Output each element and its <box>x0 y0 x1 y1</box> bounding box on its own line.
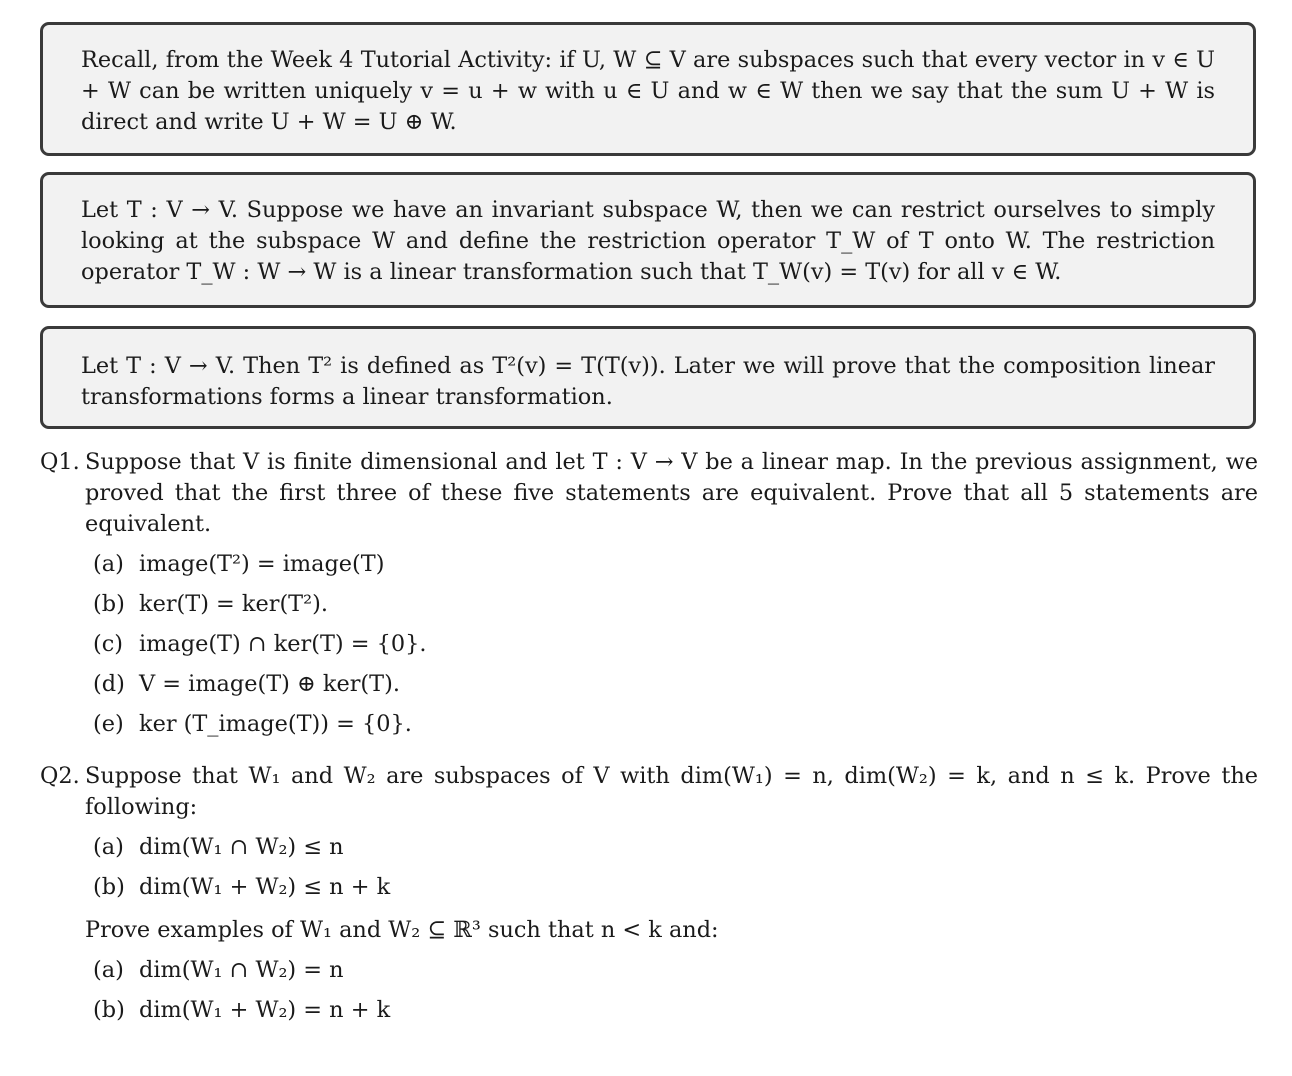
item-text: image(T) ∩ ker(T) = {0}. <box>139 630 427 657</box>
question-number: Q1. <box>40 449 80 475</box>
list-item <box>93 827 1258 867</box>
list-item <box>93 704 1258 744</box>
item-text: ker(T) = ker(T²). <box>139 590 328 617</box>
restriction-operator-box <box>40 172 1256 308</box>
item-text: dim(W₁ ∩ W₂) ≤ n <box>139 833 344 860</box>
list-item <box>93 584 1258 624</box>
item-text: image(T²) = image(T) <box>139 550 385 577</box>
box-text: Recall, from the Week 4 Tutorial Activity: if U, W ⊆ V are subspaces such that every vector in v ∈ U + W can be written uniquely v = u + w with u ∈ U and w ∈ W then we say that the sum U + W is direct and write U + W = U ⊕ W. <box>81 47 1215 135</box>
item-text: dim(W₁ + W₂) = n + k <box>139 996 391 1023</box>
item-label: (c) <box>93 630 124 657</box>
item-label: (b) <box>93 873 125 900</box>
recall-direct-sum-box <box>40 22 1256 156</box>
list-item <box>93 950 1258 990</box>
item-text: dim(W₁ + W₂) ≤ n + k <box>139 873 391 900</box>
list-item <box>93 990 1258 1030</box>
question-2 <box>40 761 1258 1030</box>
list-item <box>93 624 1258 664</box>
item-label: (a) <box>93 550 124 577</box>
examples-prompt: Prove examples of W₁ and W₂ ⊆ ℝ³ such that n < k and: <box>85 917 719 943</box>
list-item <box>93 664 1258 704</box>
list-item <box>93 867 1258 907</box>
item-label: (a) <box>93 833 124 860</box>
item-label: (b) <box>93 590 125 617</box>
item-label: (d) <box>93 670 125 697</box>
question-1 <box>40 447 1258 744</box>
composition-definition-box <box>40 326 1256 429</box>
item-label: (e) <box>93 710 124 737</box>
question-text: Suppose that V is finite dimensional and let T : V → V be a linear map. In the previous assignment, we proved that the first three of these five statements are equivalent. Prove that all 5 statements are equivalent. <box>85 449 1258 537</box>
box-text: Let T : V → V. Then T² is defined as T²(v) = T(T(v)). Later we will prove that the composition linear transformations forms a linear transformation. <box>81 353 1215 410</box>
question-text: Suppose that W₁ and W₂ are subspaces of V with dim(W₁) = n, dim(W₂) = k, and n ≤ k. Prove the following: <box>85 763 1258 820</box>
box-text: Let T : V → V. Suppose we have an invariant subspace W, then we can restrict ourselves to simply looking at the subspace W and define the restriction operator T_W of T onto W. The restriction operator T_W : W → W is a linear transformation such that T_W(v) = T(v) for all v ∈ W. <box>81 197 1215 285</box>
item-text: ker (T_image(T)) = {0}. <box>139 710 412 737</box>
item-text: V = image(T) ⊕ ker(T). <box>139 670 400 697</box>
item-label: (b) <box>93 996 125 1023</box>
list-item <box>93 544 1258 584</box>
item-text: dim(W₁ ∩ W₂) = n <box>139 956 344 983</box>
question-number: Q2. <box>40 763 80 789</box>
item-label: (a) <box>93 956 124 983</box>
